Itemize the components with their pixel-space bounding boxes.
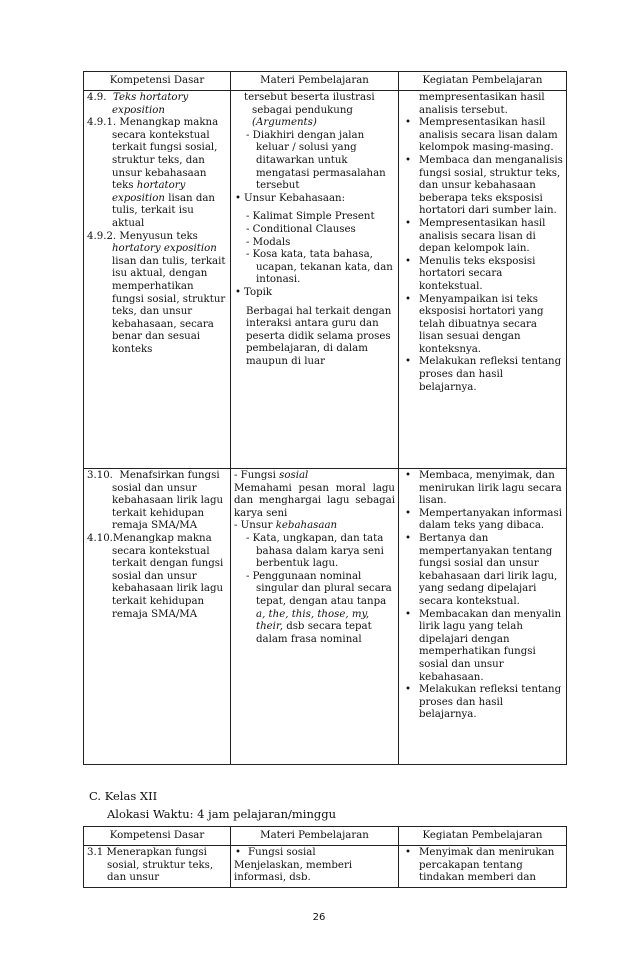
kegiatan-item: • Membacakan dan menyalin lirik lagu yang telah dipelajari dengan memperhatikan fungsi sosial dan unsur kebahasaan. — [402, 609, 563, 685]
materi-list-item: - Kata, ungkapan, dan tata bahasa dalam karya seni berbentuk lagu. — [246, 532, 384, 570]
kd-text: lisan dan tulis, terkait isu aktual — [112, 192, 215, 229]
materi-fungsi-text: Memahami pesan moral lagu dan menghargai lagu sebagai karya seni — [234, 482, 395, 519]
kegiatan-item: • Melakukan refleksi tentang proses dan hasil belajarnya. — [402, 356, 563, 394]
kd-text: Menafsirkan fungsi sosial dan unsur kebahasaan lirik lagu terkait kehidupan remaja SMA/MA — [112, 470, 224, 532]
kd-4-9-2 — [87, 231, 227, 357]
table-row — [84, 469, 567, 765]
materi-list-item: - Kalimat Simple Present — [246, 211, 375, 223]
materi-list-item: - Kosa kata, tata bahasa, ucapan, tekanan kata, dan intonasi. — [246, 249, 393, 286]
materi-fungsi-sosial: • Fungsi sosial — [234, 847, 395, 860]
materi-text-italic: kebahasaan — [275, 520, 338, 532]
kegiatan-pembelajaran-cell — [399, 469, 567, 765]
header-materi-pembelajaran: Materi Pembelajaran — [231, 827, 399, 846]
kegiatan-item: • Membaca, menyimak, dan menirukan lirik lagu secara lisan. — [402, 470, 563, 508]
kd-text: Menyusun teks — [119, 230, 198, 242]
materi-unsur-kebahasaan — [234, 520, 395, 533]
materi-unsur-kebahasaan: • Unsur Kebahasaan: — [234, 193, 395, 206]
materi-list-item: - Conditional Clauses — [246, 223, 356, 235]
materi-diakhiri: - Diakhiri dengan jalan keluar / solusi yang ditawarkan untuk mengatasi permasalahan tersebut — [246, 129, 386, 192]
materi-topik: • Topik — [234, 287, 395, 300]
kd-number: 4.10. — [87, 532, 113, 544]
table-row — [84, 846, 567, 888]
table-kelas-xii — [83, 826, 567, 888]
header-kompetensi-dasar: Kompetensi Dasar — [84, 72, 231, 91]
kegiatan-item: • Menyimak dan menirukan percakapan tentang tindakan memberi dan — [402, 847, 563, 885]
kd-3-1 — [87, 847, 227, 885]
section-heading: C. Kelas XII — [89, 789, 158, 803]
kegiatan-continuation: mempresentasikan hasil analisis tersebut. — [419, 92, 545, 116]
kd-text: Menerapkan fungsi sosial, struktur teks, dan unsur — [106, 847, 214, 884]
kegiatan-item: • Bertanya dan mempertanyakan tentang fungsi sosial dan unsur kebahasaan dari lirik lagu, yang sedang dipelajari secara kontekstual. — [402, 533, 563, 609]
kd-number: 4.9. — [87, 92, 107, 103]
kd-number: 3.1 — [87, 847, 104, 858]
materi-pembelajaran-cell — [231, 846, 399, 888]
table-header-row — [84, 827, 567, 846]
kegiatan-pembelajaran-cell — [399, 91, 567, 469]
materi-topik-text: Berbagai hal terkait dengan interaksi antara guru dan peserta didik selama proses pembelajaran, di dalam maupun di luar — [246, 305, 392, 367]
kegiatan-pembelajaran-cell — [399, 846, 567, 888]
kegiatan-item: • Membaca dan menganalisis fungsi sosial, struktur teks, dan unsur kebahasaan beberapa teks eksposisi hortatori dari sumber lain. — [402, 155, 563, 218]
kegiatan-item: • Menulis teks eksposisi hortatori secara kontekstual. — [402, 256, 563, 294]
kompetensi-dasar-cell — [84, 469, 231, 765]
kd-number: 4.9.1. — [87, 117, 117, 129]
materi-pembelajaran-cell — [231, 469, 399, 765]
kd-3-10 — [87, 470, 227, 533]
header-materi-pembelajaran: Materi Pembelajaran — [231, 72, 399, 91]
materi-text-italic: sosial — [279, 470, 309, 481]
kompetensi-dasar-cell — [84, 91, 231, 469]
kegiatan-item: • Mempresentasikan hasil analisis secara lisan dalam kelompok masing-masing. — [402, 117, 563, 155]
table-row — [84, 91, 567, 469]
table-header-row — [84, 72, 567, 91]
page-number: 26 — [312, 912, 326, 923]
kd-4-9-1 — [87, 117, 227, 230]
materi-fungsi-text: Menjelaskan, memberi informasi, dsb. — [234, 859, 353, 884]
materi-pembelajaran-cell — [231, 91, 399, 469]
alokasi-waktu: Alokasi Waktu: 4 jam pelajaran/minggu — [107, 807, 337, 821]
kd-text-italic: hortatory exposition — [112, 180, 186, 204]
materi-text-italic: (Arguments) — [252, 117, 317, 129]
header-kegiatan-pembelajaran: Kegiatan Pembelajaran — [399, 72, 567, 91]
kd-number: 4.9.2. — [87, 230, 117, 242]
kd-4-10 — [87, 533, 227, 621]
materi-text-italic: a, the, this, those, my, their, — [256, 608, 370, 633]
kd-text: Menangkap makna secara kontekstual terkait dengan fungsi sosial dan unsur kebahasaan lirik lagu terkait kehidupan remaja SMA/MA — [112, 532, 224, 620]
kd-text: Menangkap makna secara kontekstual terkait fungsi sosial, struktur teks, dan unsur kebahasaan teks — [112, 117, 219, 192]
kegiatan-item: • Mempresentasikan hasil analisis secara lisan di depan kelompok lain. — [402, 218, 563, 256]
materi-text: - Penggunaan nominal singular dan plural secara tepat, dengan atau tanpa — [246, 570, 392, 607]
materi-continuation — [234, 92, 395, 130]
table-kelas-xi — [83, 71, 567, 765]
kd-text-italic: hortatory exposition — [112, 243, 217, 255]
materi-text: - Fungsi — [234, 470, 280, 481]
header-kompetensi-dasar: Kompetensi Dasar — [84, 827, 231, 846]
kd-title: Teks hortatory exposition — [112, 92, 189, 116]
kompetensi-dasar-cell — [84, 846, 231, 888]
kd-number: 3.10. — [87, 470, 113, 481]
materi-list-item — [234, 571, 395, 647]
materi-fungsi-sosial — [234, 470, 395, 483]
header-kegiatan-pembelajaran: Kegiatan Pembelajaran — [399, 827, 567, 846]
kd-text: lisan dan tulis, terkait isu aktual, dengan memperhatikan fungsi sosial, struktur teks, dan unsur kebahasaan, secara benar dan sesuai konteks — [112, 255, 226, 355]
materi-text: tersebut beserta ilustrasi sebagai pendukung — [244, 92, 375, 116]
materi-text: dsb secara tepat dalam frasa nominal — [256, 621, 372, 645]
kegiatan-item: • Mempertanyakan informasi dalam teks yang dibaca. — [402, 508, 563, 533]
materi-text: - Unsur — [234, 520, 276, 532]
kegiatan-item: • Menyampaikan isi teks eksposisi hortatori yang telah dibuatnya secara lisan sesuai dengan konteksnya. — [402, 294, 563, 357]
kd-4-9 — [87, 92, 227, 117]
materi-list-item: - Modals — [246, 236, 291, 248]
kegiatan-item: • Melakukan refleksi tentang proses dan hasil belajarnya. — [402, 684, 563, 722]
